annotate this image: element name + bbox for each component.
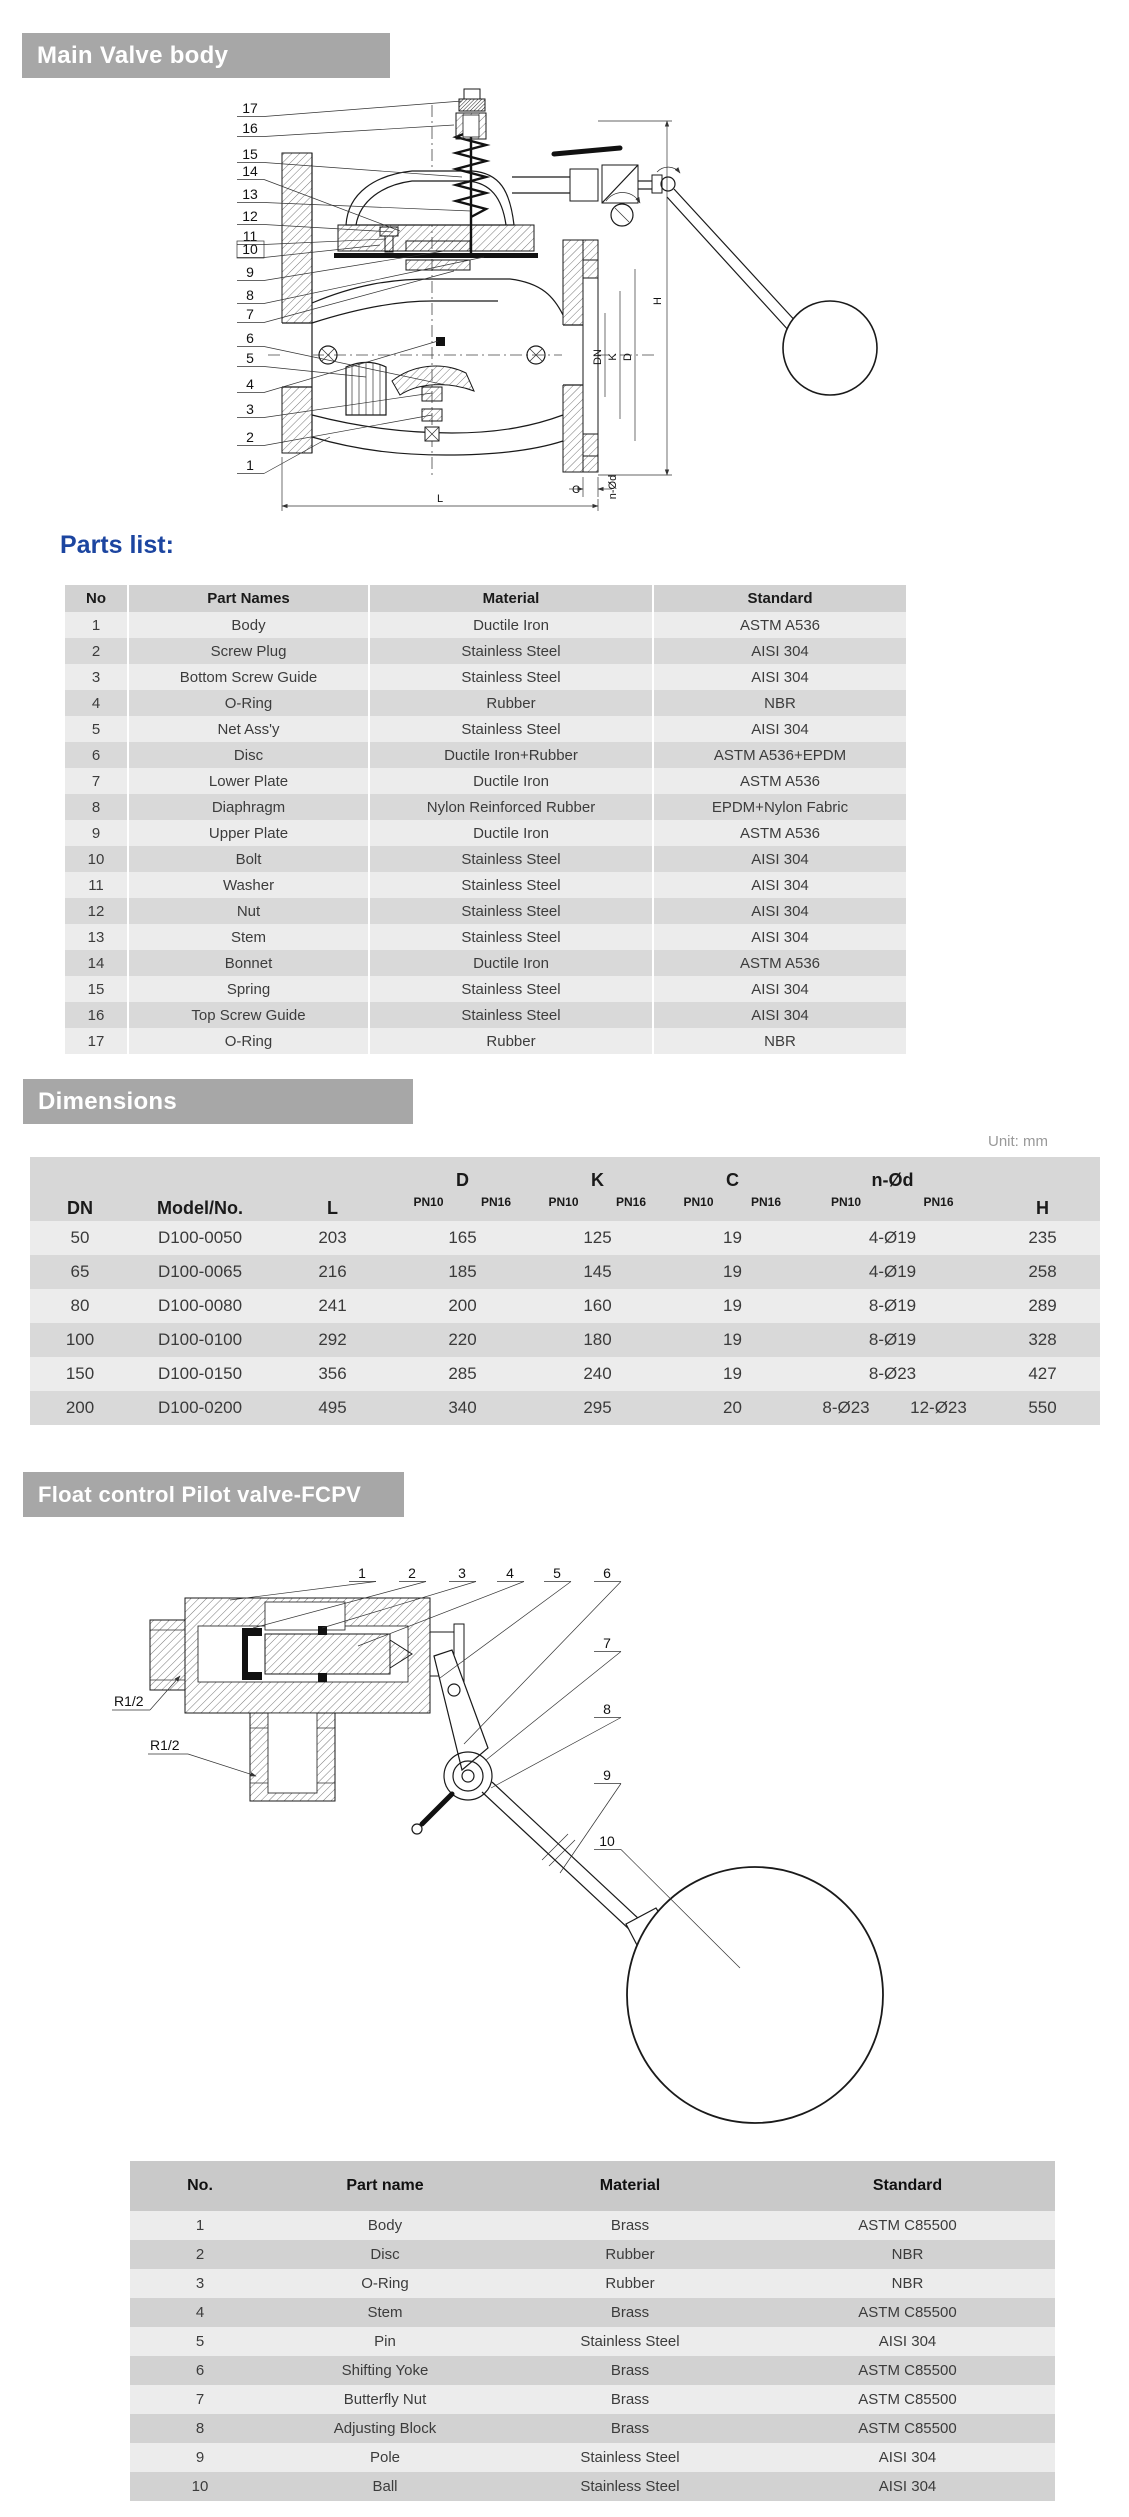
fcpv-stem — [265, 1634, 390, 1674]
table-cell: 216 — [318, 1262, 347, 1281]
callout-number: 9 — [603, 1767, 611, 1783]
table-cell: ASTM A536 — [653, 820, 907, 846]
table-cell: 7 — [64, 768, 128, 794]
table-cell: Rubber — [605, 2275, 655, 2292]
table-cell: D100-0150 — [157, 1364, 243, 1383]
section-banner-dimensions: Dimensions — [23, 1079, 413, 1124]
table-cell: Brass — [610, 2304, 650, 2321]
table-row — [64, 820, 907, 846]
table-cell: 185 — [448, 1262, 477, 1281]
table-cell: AISI 304 — [653, 898, 907, 924]
float-ball — [783, 301, 877, 395]
table-cell: 7 — [195, 2391, 205, 2408]
table-cell: 8-Ø19 — [868, 1296, 917, 1315]
table-cell: ASTM C85500 — [858, 2362, 957, 2379]
table-cell: AISI 304 — [653, 872, 907, 898]
callout-7 — [486, 1635, 621, 1760]
table-cell: 8-Ø19 — [868, 1330, 917, 1349]
table-cell: ASTM A536 — [653, 950, 907, 976]
col-header-c: C — [665, 1157, 800, 1193]
dim-label-c: C — [572, 484, 580, 496]
table-row — [130, 2269, 1055, 2298]
table-cell: Bottom Screw Guide — [128, 664, 369, 690]
table-row — [30, 1357, 1100, 1391]
table-cell: Stainless Steel — [369, 898, 653, 924]
table-cell: 550 — [1028, 1398, 1057, 1417]
table-cell: ASTM C85500 — [858, 2304, 957, 2321]
table-cell: 4 — [195, 2304, 205, 2321]
table-cell: 8 — [195, 2420, 205, 2437]
callout-number: 8 — [603, 1701, 611, 1717]
port-label-1: R1/2 — [114, 1693, 144, 1709]
table-row — [30, 1255, 1100, 1289]
table-cell: 12 — [64, 898, 128, 924]
callout-number: 16 — [242, 120, 258, 136]
subheader-pn16: PN16 — [597, 1193, 665, 1221]
col-header-nod: n-Ød — [800, 1157, 985, 1193]
bonnet-assembly — [334, 89, 538, 270]
table-row — [64, 976, 907, 1002]
table-header-row — [64, 585, 907, 612]
table-cell: 292 — [318, 1330, 347, 1349]
table-cell: 12-Ø23 — [910, 1398, 967, 1417]
table-cell: AISI 304 — [878, 2333, 937, 2350]
fcpv-o-ring-top — [318, 1626, 327, 1635]
table-cell: 16 — [64, 1002, 128, 1028]
table-cell: 2 — [195, 2246, 205, 2263]
table-cell: Washer — [128, 872, 369, 898]
callout-number: 8 — [246, 287, 254, 303]
callout-number: 5 — [553, 1565, 561, 1581]
table-cell: AISI 304 — [878, 2478, 937, 2495]
parts-list-table — [63, 585, 908, 1054]
table-cell: 145 — [583, 1262, 612, 1281]
col-header-material: Material — [500, 2161, 760, 2211]
col-header-standard: Standard — [760, 2161, 1055, 2211]
subheader-pn10: PN10 — [665, 1193, 732, 1221]
table-cell: D100-0050 — [157, 1228, 243, 1247]
table-row — [64, 1002, 907, 1028]
callout-number: 10 — [242, 241, 258, 257]
table-cell: 5 — [195, 2333, 205, 2350]
callout-number: 6 — [246, 330, 254, 346]
callout-number: 1 — [358, 1565, 366, 1581]
col-header-h: H — [985, 1157, 1100, 1221]
table-cell: 328 — [1028, 1330, 1057, 1349]
table-row — [64, 794, 907, 820]
table-cell: 235 — [1028, 1228, 1057, 1247]
table-cell: 6 — [195, 2362, 205, 2379]
table-cell: 203 — [318, 1228, 347, 1247]
table-cell: Stainless Steel — [369, 638, 653, 664]
col-header-no: No — [64, 585, 128, 612]
callout-number: 6 — [603, 1565, 611, 1581]
table-cell: 220 — [448, 1330, 477, 1349]
table-cell: NBR — [653, 690, 907, 716]
table-cell: 3 — [195, 2275, 205, 2292]
col-header-no: No. — [130, 2161, 270, 2211]
table-cell: 9 — [64, 820, 128, 846]
table-cell: Spring — [128, 976, 369, 1002]
table-cell: AISI 304 — [653, 924, 907, 950]
handle — [554, 148, 620, 154]
table-row — [130, 2327, 1055, 2356]
table-cell: Pin — [374, 2333, 396, 2350]
table-cell: Upper Plate — [128, 820, 369, 846]
table-row — [30, 1323, 1100, 1357]
table-row — [64, 664, 907, 690]
subheader-pn10: PN10 — [800, 1193, 892, 1221]
col-header-l: L — [270, 1157, 395, 1221]
table-cell: 340 — [448, 1398, 477, 1417]
table-cell: 11 — [64, 872, 128, 898]
table-cell: Shifting Yoke — [341, 2362, 429, 2379]
table-cell: 4-Ø19 — [868, 1228, 917, 1247]
lower-plate — [406, 260, 470, 270]
fcpv-body — [150, 1598, 464, 1801]
col-header-material: Material — [369, 585, 653, 612]
table-cell: AISI 304 — [653, 846, 907, 872]
table-cell: Stainless Steel — [369, 872, 653, 898]
table-cell: Stainless Steel — [369, 1002, 653, 1028]
table-cell: 19 — [723, 1330, 742, 1349]
table-row — [130, 2298, 1055, 2327]
table-cell: Stainless Steel — [580, 2333, 680, 2350]
table-cell: NBR — [891, 2275, 924, 2292]
table-cell: Brass — [610, 2391, 650, 2408]
table-row — [64, 716, 907, 742]
table-row — [64, 872, 907, 898]
callout-16 — [237, 120, 454, 137]
table-cell: Disc — [370, 2246, 400, 2263]
table-row — [64, 638, 907, 664]
col-header-k: K — [530, 1157, 665, 1193]
table-cell: O-Ring — [128, 1028, 369, 1054]
table-header-row — [130, 2161, 1055, 2211]
table-cell: 10 — [64, 846, 128, 872]
table-row — [30, 1221, 1100, 1255]
callout-number: 17 — [242, 100, 258, 116]
table-cell: D100-0080 — [157, 1296, 243, 1315]
callout-number: 11 — [242, 228, 258, 244]
net-assembly — [346, 363, 386, 416]
table-cell: NBR — [891, 2246, 924, 2263]
table-row — [64, 742, 907, 768]
table-cell: Brass — [610, 2217, 650, 2234]
table-cell: 19 — [723, 1296, 742, 1315]
table-cell: ASTM A536 — [653, 768, 907, 794]
table-cell: D100-0065 — [157, 1262, 243, 1281]
float-lever — [674, 189, 799, 325]
table-cell: 17 — [64, 1028, 128, 1054]
table-cell: Bolt — [128, 846, 369, 872]
fcpv-float-ball — [627, 1867, 883, 2123]
dim-label-k: K — [607, 353, 619, 361]
table-cell: 200 — [65, 1398, 95, 1417]
table-cell: Stainless Steel — [580, 2478, 680, 2495]
table-cell: 50 — [70, 1228, 90, 1247]
table-cell: 13 — [64, 924, 128, 950]
table-row — [64, 612, 907, 638]
dim-label-d: D — [622, 353, 634, 361]
table-cell: Net Ass'y — [128, 716, 369, 742]
table-cell: Stainless Steel — [580, 2449, 680, 2466]
table-cell: Pole — [369, 2449, 401, 2466]
table-cell: Ductile Iron — [369, 820, 653, 846]
callout-8 — [491, 1701, 621, 1788]
table-cell: 285 — [448, 1364, 477, 1383]
callout-9 — [560, 1767, 621, 1873]
table-cell: 100 — [65, 1330, 95, 1349]
table-cell: Top Screw Guide — [128, 1002, 369, 1028]
table-cell: Adjusting Block — [333, 2420, 437, 2437]
table-cell: Stainless Steel — [369, 846, 653, 872]
table-cell: EPDM+Nylon Fabric — [653, 794, 907, 820]
table-cell: Lower Plate — [128, 768, 369, 794]
table-cell: D100-0100 — [157, 1330, 243, 1349]
table-row — [64, 846, 907, 872]
table-cell: 240 — [583, 1364, 612, 1383]
table-row — [130, 2240, 1055, 2269]
main-valve-diagram — [150, 85, 940, 515]
table-cell: ASTM A536 — [653, 612, 907, 638]
callout-3 — [237, 393, 432, 418]
table-cell: 241 — [318, 1296, 347, 1315]
table-cell: 4-Ø19 — [868, 1262, 917, 1281]
callout-number: 3 — [246, 401, 254, 417]
table-cell: 10 — [191, 2478, 209, 2495]
table-cell: ASTM A536+EPDM — [653, 742, 907, 768]
table-cell: 15 — [64, 976, 128, 1002]
callout-number: 7 — [603, 1635, 611, 1651]
table-cell: 495 — [318, 1398, 347, 1417]
table-cell: AISI 304 — [653, 976, 907, 1002]
col-header-part-names: Part Names — [128, 585, 369, 612]
table-cell: 8 — [64, 794, 128, 820]
table-cell: Disc — [128, 742, 369, 768]
dim-label-h: H — [652, 297, 664, 305]
col-header-d: D — [395, 1157, 530, 1193]
unit-label: Unit: mm — [988, 1133, 1048, 1150]
table-row — [64, 950, 907, 976]
table-cell: Stainless Steel — [369, 976, 653, 1002]
dimensions-table — [30, 1157, 1100, 1425]
table-cell: 200 — [448, 1296, 477, 1315]
table-cell: Butterfly Nut — [343, 2391, 427, 2408]
table-cell: 14 — [64, 950, 128, 976]
table-cell: Brass — [610, 2420, 650, 2437]
col-header-part-name: Part name — [270, 2161, 500, 2211]
callout-number: 1 — [246, 457, 254, 473]
table-row — [64, 768, 907, 794]
callout-number: 10 — [599, 1833, 615, 1849]
table-row — [130, 2443, 1055, 2472]
callout-1 — [230, 1565, 376, 1600]
table-cell: D100-0200 — [157, 1398, 243, 1417]
table-cell: Stem — [128, 924, 369, 950]
table-cell: Brass — [610, 2362, 650, 2379]
subheader-pn16: PN16 — [462, 1193, 530, 1221]
table-row — [64, 898, 907, 924]
table-cell: 5 — [64, 716, 128, 742]
table-cell: AISI 304 — [653, 1002, 907, 1028]
table-cell: 150 — [65, 1364, 95, 1383]
subheader-pn16: PN16 — [732, 1193, 800, 1221]
table-row — [30, 1391, 1100, 1425]
table-cell: 6 — [64, 742, 128, 768]
callout-number: 13 — [242, 186, 258, 202]
upper-plate — [406, 241, 470, 251]
table-cell: 65 — [70, 1262, 90, 1281]
table-row — [130, 2211, 1055, 2240]
subheader-pn16: PN16 — [892, 1193, 985, 1221]
col-header-standard: Standard — [653, 585, 907, 612]
table-cell: Ductile Iron — [369, 768, 653, 794]
table-cell: 19 — [723, 1262, 742, 1281]
table-cell: 289 — [1028, 1296, 1057, 1315]
parts-list-title: Parts list: — [60, 531, 174, 559]
table-cell: Ball — [372, 2478, 398, 2495]
table-row — [30, 1289, 1100, 1323]
table-cell: 356 — [318, 1364, 347, 1383]
table-cell: Screw Plug — [128, 638, 369, 664]
table-cell: ASTM C85500 — [858, 2391, 957, 2408]
table-cell: Nut — [128, 898, 369, 924]
table-cell: AISI 304 — [653, 664, 907, 690]
table-cell: 125 — [583, 1228, 612, 1247]
table-cell: Rubber — [369, 690, 653, 716]
top-o-ring-cap — [459, 99, 485, 111]
table-cell: Body — [128, 612, 369, 638]
callout-number: 15 — [242, 146, 258, 162]
table-cell: 8-Ø23 — [822, 1398, 870, 1417]
fcpv-diagram — [90, 1528, 920, 2143]
table-row — [64, 690, 907, 716]
table-row — [130, 2472, 1055, 2501]
fcpv-linkage — [412, 1650, 883, 2123]
fcpv-parts-table — [130, 2161, 1055, 2501]
dim-label-nod: n-Ød — [607, 474, 619, 500]
table-cell: 9 — [195, 2449, 205, 2466]
callout-number: 3 — [458, 1565, 466, 1581]
table-cell: ASTM C85500 — [858, 2420, 957, 2437]
table-cell: 1 — [195, 2217, 205, 2234]
table-row — [64, 924, 907, 950]
table-cell: Diaphragm — [128, 794, 369, 820]
subheader-pn10: PN10 — [530, 1193, 597, 1221]
table-cell: O-Ring — [361, 2275, 409, 2292]
table-row — [130, 2356, 1055, 2385]
callout-17 — [237, 100, 462, 117]
table-cell: 1 — [64, 612, 128, 638]
table-header-row — [30, 1157, 1100, 1193]
valve-internals — [346, 337, 474, 441]
table-cell: Ductile Iron — [369, 950, 653, 976]
table-cell: Stainless Steel — [369, 924, 653, 950]
table-cell: 427 — [1028, 1364, 1057, 1383]
pole — [482, 1792, 630, 1930]
table-cell: Ductile Iron — [369, 612, 653, 638]
table-row — [130, 2385, 1055, 2414]
table-cell: ASTM C85500 — [858, 2217, 957, 2234]
left-flange — [281, 153, 313, 453]
table-cell: 2 — [64, 638, 128, 664]
table-cell: Rubber — [369, 1028, 653, 1054]
table-cell: 19 — [723, 1364, 742, 1383]
table-cell: Ductile Iron+Rubber — [369, 742, 653, 768]
callout-number: 7 — [246, 306, 254, 322]
table-cell: 80 — [70, 1296, 90, 1315]
callout-number: 2 — [408, 1565, 416, 1581]
subheader-pn10: PN10 — [395, 1193, 462, 1221]
table-cell: 19 — [723, 1228, 742, 1247]
table-cell: AISI 304 — [878, 2449, 937, 2466]
section-banner-main-valve-body: Main Valve body — [22, 33, 390, 78]
table-cell: 3 — [64, 664, 128, 690]
table-cell: 295 — [583, 1398, 612, 1417]
table-row — [64, 1028, 907, 1054]
port-label-2: R1/2 — [150, 1737, 180, 1753]
table-cell: 180 — [583, 1330, 612, 1349]
fcpv-o-ring-bottom — [318, 1673, 327, 1682]
col-header-dn: DN — [30, 1157, 130, 1221]
table-cell: AISI 304 — [653, 716, 907, 742]
table-cell: 8-Ø23 — [868, 1364, 917, 1383]
table-cell: 4 — [64, 690, 128, 716]
dim-label-l: L — [436, 493, 444, 505]
table-cell: AISI 304 — [653, 638, 907, 664]
table-cell: 258 — [1028, 1262, 1057, 1281]
section-banner-fcpv: Float control Pilot valve-FCPV — [23, 1472, 404, 1517]
callout-number: 12 — [242, 208, 258, 224]
pin — [422, 1794, 452, 1824]
table-cell: Stainless Steel — [369, 664, 653, 690]
col-header-model: Model/No. — [130, 1157, 270, 1221]
dim-label-dn: DN — [592, 349, 604, 365]
table-cell: 160 — [583, 1296, 612, 1315]
callout-number: 9 — [246, 264, 254, 280]
table-cell: Bonnet — [128, 950, 369, 976]
table-cell: O-Ring — [128, 690, 369, 716]
table-cell: Nylon Reinforced Rubber — [369, 794, 653, 820]
callout-number: 14 — [242, 163, 258, 179]
table-cell: Rubber — [605, 2246, 655, 2263]
callout-number: 5 — [246, 350, 254, 366]
table-cell: Stem — [367, 2304, 403, 2321]
table-cell: 165 — [448, 1228, 477, 1247]
diaphragm — [334, 253, 538, 258]
callout-number: 4 — [506, 1565, 514, 1581]
table-cell: Stainless Steel — [369, 716, 653, 742]
callout-number: 4 — [246, 376, 254, 392]
callout-number: 2 — [246, 429, 254, 445]
table-cell: NBR — [653, 1028, 907, 1054]
table-row — [130, 2414, 1055, 2443]
table-cell: 20 — [723, 1398, 742, 1417]
table-cell: Body — [367, 2217, 403, 2234]
